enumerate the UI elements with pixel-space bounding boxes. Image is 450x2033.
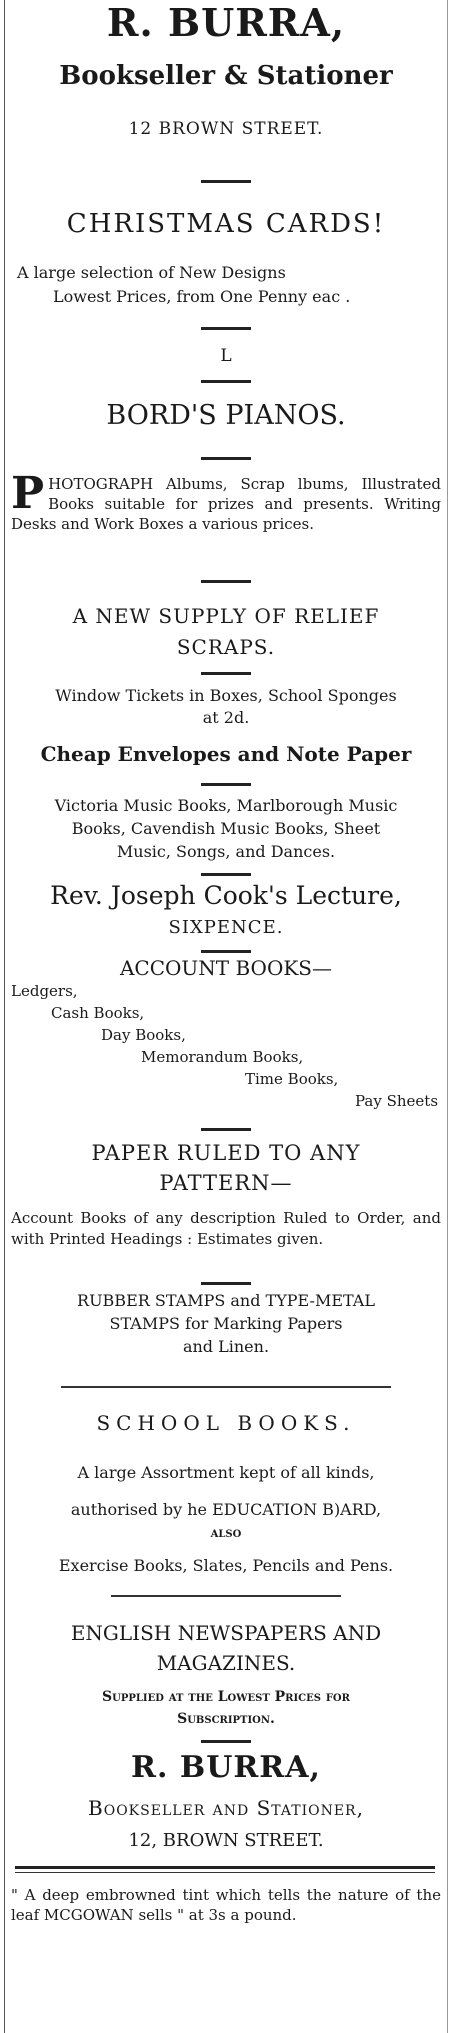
account-item: Ledgers, bbox=[11, 982, 78, 1000]
header-title: Bookseller & Stationer bbox=[59, 61, 393, 91]
christmas-heading: CHRISTMAS CARDS! bbox=[66, 209, 386, 239]
newspapers-line-2: MAGAZINES. bbox=[156, 1651, 296, 1675]
divider bbox=[201, 380, 251, 383]
lecture-price: SIXPENCE. bbox=[168, 917, 284, 938]
divider bbox=[111, 1595, 341, 1597]
photograph-text: HOTOGRAPH Albums, Scrap lbums, Illustrated Books suitable for prizes and presents. Writing Desks and Work Boxes a various prices. bbox=[11, 475, 441, 533]
music-line-3: Music, Songs, and Dances. bbox=[116, 842, 336, 861]
school-line-2: authorised by he EDUCATION B)ARD, bbox=[70, 1500, 382, 1519]
divider bbox=[61, 1386, 391, 1388]
school-line-3: Exercise Books, Slates, Pencils and Pens. bbox=[58, 1556, 394, 1575]
account-item: Day Books, bbox=[101, 1026, 186, 1044]
divider bbox=[201, 457, 251, 460]
divider bbox=[201, 672, 251, 675]
diaries-line: L bbox=[220, 346, 232, 366]
account-item: Memorandum Books, bbox=[141, 1048, 304, 1066]
divider bbox=[201, 180, 251, 183]
stamps-line-2: STAMPS for Marking Papers bbox=[109, 1314, 343, 1333]
christmas-line-1: A large selection of New Designs bbox=[17, 263, 286, 282]
newspapers-line-3: Supplied at the Lowest Prices for bbox=[102, 1689, 350, 1705]
scraps-line-2: SCRAPS. bbox=[176, 635, 276, 659]
footer-title: Bookseller and Stationer, bbox=[88, 1796, 364, 1820]
pianos-heading: BORD'S PIANOS. bbox=[106, 400, 346, 431]
account-item: Pay Sheets bbox=[355, 1092, 439, 1110]
header-name: R. BURRA, bbox=[106, 0, 346, 45]
footer-name: R. BURRA, bbox=[131, 1750, 321, 1785]
newspapers-line-1: ENGLISH NEWSPAPERS AND bbox=[70, 1621, 382, 1645]
stamps-line-3: and Linen. bbox=[182, 1337, 270, 1356]
drop-cap: P bbox=[11, 468, 45, 519]
music-line-2: Books, Cavendish Music Books, Sheet bbox=[71, 819, 381, 838]
envelopes-line: Cheap Envelopes and Note Paper bbox=[40, 742, 412, 766]
divider bbox=[201, 783, 251, 786]
divider bbox=[15, 1866, 435, 1869]
newspapers-line-4: Subscription. bbox=[177, 1711, 275, 1727]
window-line-1: Window Tickets in Boxes, School Sponges bbox=[55, 686, 397, 705]
stamps-line-1: RUBBER STAMPS and TYPE-METAL bbox=[77, 1291, 375, 1310]
account-item: Time Books, bbox=[245, 1070, 339, 1088]
divider bbox=[201, 1128, 251, 1131]
paper-ruled-line-2: PATTERN— bbox=[159, 1171, 293, 1195]
lecture-title: Rev. Joseph Cook's Lecture, bbox=[50, 881, 402, 910]
divider bbox=[201, 327, 251, 330]
school-line-1: A large Assortment kept of all kinds, bbox=[77, 1463, 375, 1482]
divider bbox=[15, 1872, 435, 1873]
account-item: Cash Books, bbox=[51, 1004, 145, 1022]
school-heading: SCHOOL BOOKS. bbox=[96, 1411, 356, 1435]
divider bbox=[201, 950, 251, 953]
window-line-2: at 2d. bbox=[202, 708, 250, 727]
footer-address: 12, BROWN STREET. bbox=[128, 1830, 324, 1851]
quote-text: " A deep embrowned tint which tells the nature of the leaf MCGOWAN sells " at 3s a pound. bbox=[11, 1886, 441, 1924]
advertisement-column bbox=[4, 0, 448, 2033]
divider bbox=[201, 873, 251, 876]
music-line-1: Victoria Music Books, Marlborough Music bbox=[54, 796, 398, 815]
header-address: 12 BROWN STREET. bbox=[128, 119, 324, 139]
account-heading: ACCOUNT BOOKS— bbox=[119, 956, 332, 980]
divider bbox=[201, 1282, 251, 1285]
paper-ruled-text: Account Books of any description Ruled to Order, and with Printed Headings : Estimates given. bbox=[11, 1209, 441, 1248]
school-also: ALSO bbox=[210, 1529, 242, 1540]
christmas-line-2: Lowest Prices, from One Penny eac . bbox=[53, 287, 351, 306]
scraps-line-1: A NEW SUPPLY OF RELIEF bbox=[72, 604, 380, 628]
divider bbox=[201, 1740, 251, 1743]
divider bbox=[201, 580, 251, 583]
paper-ruled-line-1: PAPER RULED TO ANY bbox=[91, 1141, 361, 1165]
photograph-paragraph bbox=[11, 468, 441, 534]
